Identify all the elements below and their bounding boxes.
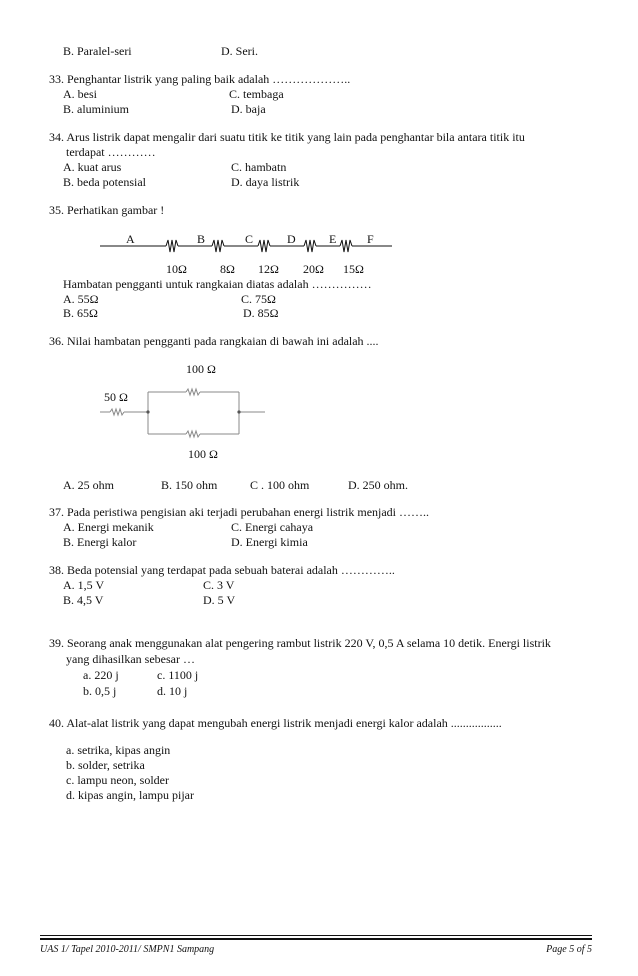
q37-option-a: A. Energi mekanik <box>63 520 154 534</box>
q36-option-a: A. 25 ohm <box>63 478 114 492</box>
circuit-point-b: B <box>197 232 206 246</box>
q36-option-b: B. 150 ohm <box>161 478 218 492</box>
footer-exam-info: UAS 1/ Tapel 2010-2011/ SMPN1 Sampang <box>40 944 215 955</box>
q38-option-d: D. 5 V <box>203 593 236 607</box>
q34-option-b: B. beda potensial <box>63 175 146 189</box>
q32-option-b: B. Paralel-seri <box>63 44 132 58</box>
q38-option-a: A. 1,5 V <box>63 578 105 592</box>
q33-option-a: A. besi <box>63 87 97 101</box>
q36-option-c: C . 100 ohm <box>250 478 310 492</box>
q35-option-a: A. 55Ω <box>63 292 99 306</box>
q37-option-c: C. Energi cahaya <box>231 520 314 534</box>
q39-option-b: b. 0,5 j <box>83 684 117 698</box>
footer-divider-thick <box>40 938 592 940</box>
q39-option-c: c. 1100 j <box>157 668 199 682</box>
q35-option-c: C. 75Ω <box>241 292 276 306</box>
q40-option-b: b. solder, setrika <box>66 758 145 772</box>
q35-option-d: D. 85Ω <box>243 306 279 320</box>
resistor-label-4: 20Ω <box>303 262 324 276</box>
circuit-point-c: C <box>245 232 254 246</box>
q34-question-line2: terdapat ………… <box>66 145 156 159</box>
q36-question: 36. Nilai hambatan pengganti pada rangkaian di bawah ini adalah .... <box>49 334 379 348</box>
q33-option-c: C. tembaga <box>229 87 284 101</box>
circuit-point-d: D <box>287 232 296 246</box>
q37-question: 37. Pada peristiwa pengisian aki terjadi perubahan energi listrik menjadi …….. <box>49 505 430 519</box>
q39-question-line2: yang dihasilkan sebesar … <box>66 652 195 666</box>
q38-option-b: B. 4,5 V <box>63 593 104 607</box>
circuit-point-a: A <box>126 232 135 246</box>
q35-question: 35. Perhatikan gambar ! <box>49 203 165 217</box>
parallel-top-resistor-label: 100 Ω <box>186 362 216 376</box>
q40-option-d: d. kipas angin, lampu pijar <box>66 788 194 802</box>
series-left-resistor-label: 50 Ω <box>104 390 128 404</box>
q40-question: 40. Alat-alat listrik yang dapat mengubah energi listrik menjadi energi kalor adalah ................. <box>49 716 502 730</box>
footer-divider-thin <box>40 935 592 936</box>
q37-option-d: D. Energi kimia <box>231 535 308 549</box>
q35-prompt: Hambatan pengganti untuk rangkaian diatas adalah …………… <box>63 277 372 291</box>
q35-option-b: B. 65Ω <box>63 306 98 320</box>
q39-question-line1: 39. Seorang anak menggunakan alat pengering rambut listrik 220 V, 0,5 A selama 10 detik. Energi listrik <box>49 636 551 650</box>
q40-option-a: a. setrika, kipas angin <box>66 743 171 757</box>
parallel-bottom-resistor-label: 100 Ω <box>188 447 218 461</box>
resistor-label-1: 10Ω <box>166 262 187 276</box>
q39-option-d: d. 10 j <box>157 684 188 698</box>
q33-question: 33. Penghantar listrik yang paling baik adalah ……………….. <box>49 72 351 86</box>
q33-option-d: D. baja <box>231 102 266 116</box>
q34-option-d: D. daya listrik <box>231 175 300 189</box>
resistor-label-2: 8Ω <box>220 262 235 276</box>
circuit-point-e: E <box>329 232 337 246</box>
q36-option-d: D. 250 ohm. <box>348 478 408 492</box>
q38-question: 38. Beda potensial yang terdapat pada sebuah baterai adalah ………….. <box>49 563 395 577</box>
q32-option-d: D. Seri. <box>221 44 258 58</box>
q33-option-b: B. aluminium <box>63 102 129 116</box>
q34-question-line1: 34. Arus listrik dapat mengalir dari suatu titik ke titik yang lain pada penghantar bila antara titik itu <box>49 130 525 144</box>
q37-option-b: B. Energi kalor <box>63 535 137 549</box>
footer-page-number: Page 5 of 5 <box>546 944 592 955</box>
q34-option-c: C. hambatn <box>231 160 287 174</box>
resistor-label-3: 12Ω <box>258 262 279 276</box>
q40-option-c: c. lampu neon, solder <box>66 773 169 787</box>
circuit-point-f: F <box>367 232 374 246</box>
q38-option-c: C. 3 V <box>203 578 235 592</box>
resistor-label-5: 15Ω <box>343 262 364 276</box>
q34-option-a: A. kuat arus <box>63 160 122 174</box>
q39-option-a: a. 220 j <box>83 668 119 682</box>
